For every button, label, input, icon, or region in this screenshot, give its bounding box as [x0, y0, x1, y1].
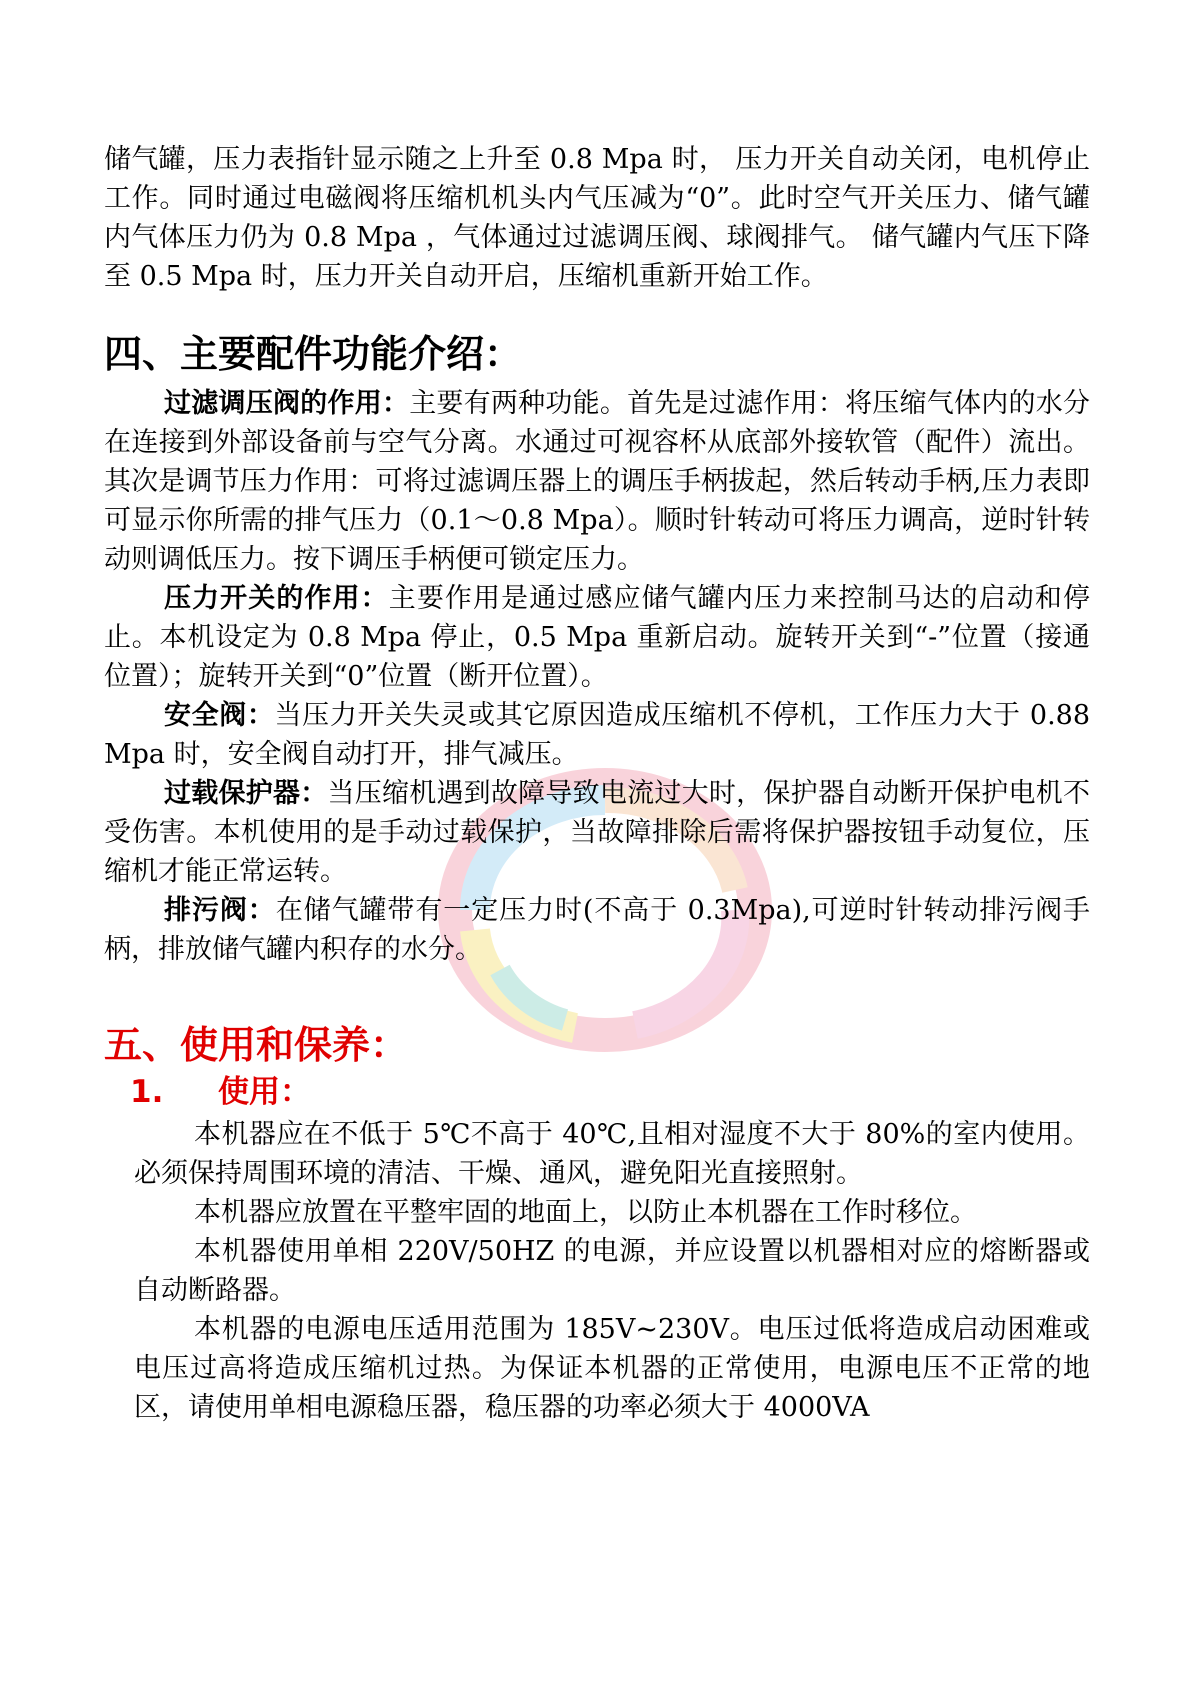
- usage-paragraph: 本机器应在不低于 5℃不高于 40℃,且相对湿度不大于 80%的室内使用。必须保持周围环境的清洁、干燥、通风，避免阳光直接照射。: [134, 1119, 1090, 1189]
- item-pressure-switch: [104, 579, 1090, 696]
- usage-section: [104, 1115, 1090, 1427]
- desc-pressure-switch: 主要作用是通过感应储气罐内压力来控制马达的启动和停止。本机设定为 0.8 Mpa 停止，0.5 Mpa 重新启动。旋转开关到“-”位置（接通位置）；旋转开关到“0”位置（断开位置）。: [104, 583, 1090, 692]
- desc-safety-valve: 当压力开关失灵或其它原因造成压缩机不停机，工作压力大于 0.88 Mpa 时，安全阀自动打开，排气减压。: [104, 700, 1091, 770]
- term-overload-protector: 过载保护器：: [164, 778, 328, 809]
- usage-paragraph: 本机器使用单相 220V/50HZ 的电源，并应设置以机器相对应的熔断器或自动断路器。: [134, 1236, 1090, 1306]
- desc-overload-protector: 当压缩机遇到故障导致电流过大时，保护器自动断开保护电机不受伤害。本机使用的是手动过载保护，当故障排除后需将保护器按钮手动复位，压缩机才能正常运转。: [104, 778, 1091, 887]
- item-safety-valve: [104, 696, 1090, 774]
- section-5-heading: 五、使用和保养：: [104, 1023, 409, 1067]
- term-safety-valve: 安全阀：: [164, 700, 275, 731]
- desc-drain-valve: 在储气罐带有一定压力时(不高于 0.3Mpa),可逆时针转动排污阀手柄，排放储气罐内积存的水分。: [104, 895, 1091, 965]
- subsection-1-heading: [130, 1071, 1090, 1113]
- term-filter-regulator: 过滤调压阀的作用：: [164, 388, 410, 419]
- desc-filter-regulator: 主要有两种功能。首先是过滤作用：将压缩气体内的水分在连接到外部设备前与空气分离。水通过可视容杯从底部外接软管（配件）流出。其次是调节压力作用：可将过滤调压器上的调压手柄拔起，然后转动手柄,压力表即可显示你所需的排气压力（0.1～0.8 Mpa）。顺时针转动可将压力调高，逆时针转动则调低压力。按下调压手柄便可锁定压力。: [104, 388, 1091, 575]
- document-body: [104, 140, 1090, 1427]
- item-drain-valve: [104, 891, 1090, 969]
- usage-paragraph: 本机器的电源电压适用范围为 185V~230V。电压过低将造成启动困难或电压过高将造成压缩机过热。为保证本机器的正常使用，电源电压不正常的地区，请使用单相电源稳压器，稳压器的功率必须大于 4000VA: [134, 1314, 1090, 1423]
- intro-paragraph: 储气罐，压力表指针显示随之上升至 0.8 Mpa 时， 压力开关自动关闭，电机停止工作。同时通过电磁阀将压缩机机头内气压减为“0”。此时空气开关压力、储气罐内气体压力仍为 0.8 Mpa ，气体通过过滤调压阀、球阀排气。 储气罐内气压下降至 0.5 Mpa 时，压力开关自动开启，压缩机重新开始工作。: [104, 144, 1090, 292]
- subsection-title: 使用：: [218, 1074, 311, 1110]
- section-4-heading: 四、主要配件功能介绍：: [104, 332, 523, 376]
- item-filter-regulator: [104, 384, 1090, 579]
- term-pressure-switch: 压力开关的作用：: [164, 583, 389, 614]
- subsection-number: 1.: [130, 1074, 164, 1110]
- usage-paragraph: 本机器应放置在平整牢固的地面上，以防止本机器在工作时移位。: [194, 1197, 977, 1228]
- item-overload-protector: [104, 774, 1090, 891]
- term-drain-valve: 排污阀：: [164, 895, 276, 926]
